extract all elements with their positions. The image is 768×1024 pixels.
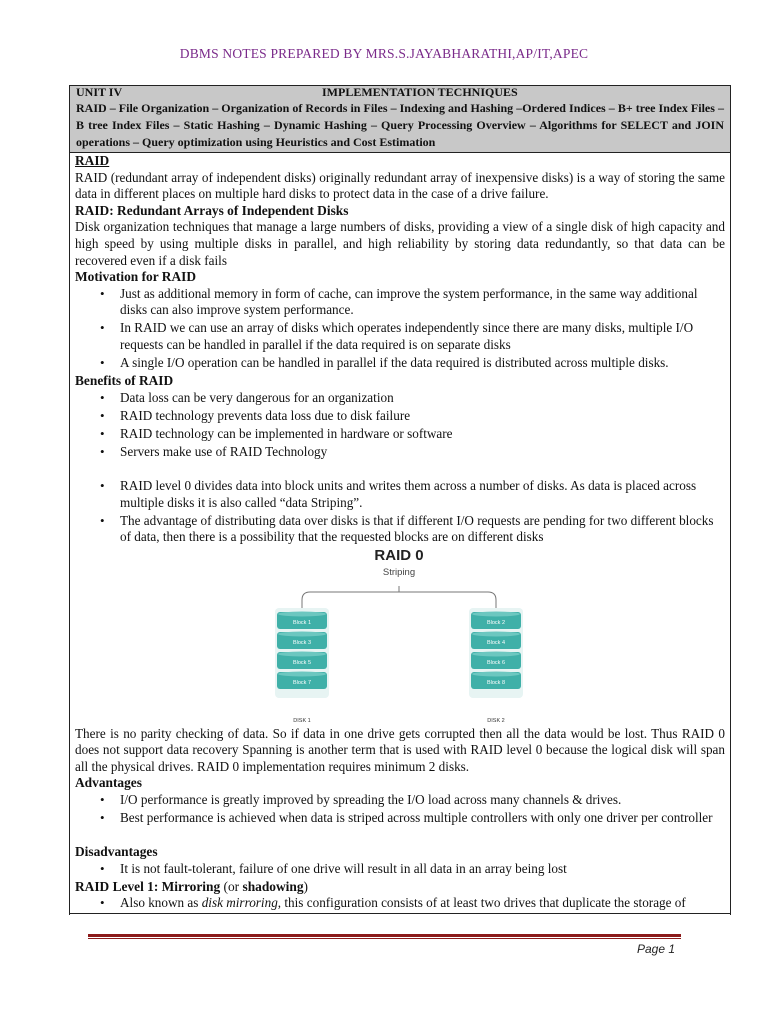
frame-bottom-border bbox=[69, 913, 731, 914]
list-item: • Servers make use of RAID Technology bbox=[120, 444, 725, 461]
unit-syllabus-box bbox=[70, 86, 730, 153]
disk-1-block-label: Block 3 bbox=[292, 639, 312, 646]
disk-1-label: DISK 1 bbox=[293, 717, 311, 724]
raid0-list bbox=[75, 478, 725, 546]
benefits-heading: Benefits of RAID bbox=[75, 373, 174, 389]
raid1-emphasis: disk mirroring bbox=[201, 895, 278, 911]
disk-1-platter-top bbox=[278, 651, 326, 656]
disk-1 bbox=[275, 608, 329, 698]
unit-syllabus: RAID – File Organization – Organization of Records in Files – Indexing and Hashing –Ordered Indices – B+ tree Index Files – B tree Index Files – Static Hashing – Dynamic Hashing – Query Processing Overview – Algorithms for SELECT and JOIN operations – Query optimization using Heuristics and Cost Estimation bbox=[76, 101, 724, 149]
disk-1-platter-top bbox=[278, 631, 326, 636]
benefits-list bbox=[75, 390, 725, 461]
raid0-diagram bbox=[75, 548, 725, 726]
page-content bbox=[75, 153, 725, 914]
raid1-heading-part: (or bbox=[220, 878, 243, 894]
raid-full-text: Disk organization techniques that manage a large numbers of disks, providing a view of a single disk of high capacity and high speed by using multiple disks in parallel, and high reliability by storing data redundantly, so that data can be recovered even if a disk fails bbox=[75, 219, 725, 268]
list-item: • Best performance is achieved when data is striped across multiple controllers with only one driver per controller bbox=[120, 810, 725, 827]
disk-2 bbox=[469, 608, 523, 698]
raid1-heading-part: ) bbox=[303, 878, 308, 894]
list-item: • The advantage of distributing data over disks is that if different I/O requests are pending for two different blocks of data, then there is a possibility that the requested blocks are on different disks bbox=[120, 513, 725, 546]
disadvantages-heading: Disadvantages bbox=[75, 844, 158, 860]
disk-2-platter-top bbox=[472, 631, 520, 636]
striping-connector bbox=[302, 586, 496, 610]
parity-text: There is no parity checking of data. So if data in one drive gets corrupted then all the data would be lost. Thus RAID 0 does not support data recovery Spanning is another term that is used with RAID level 0 because the logical disk will span all the physical drives. RAID 0 implementation requires minimum 2 disks. bbox=[75, 725, 725, 774]
unit-topic: IMPLEMENTATION TECHNIQUES bbox=[322, 85, 518, 99]
list-item: • I/O performance is greatly improved by spreading the I/O load across many channels & drives. bbox=[120, 792, 725, 809]
list-item: • Data loss can be very dangerous for an organization bbox=[120, 390, 725, 407]
disk-2-platter-top bbox=[472, 651, 520, 656]
list-item: • Just as additional memory in form of cache, can improve the system performance, in the same way additional disks can also improve system performance. bbox=[120, 286, 725, 319]
disk-2-platter-top bbox=[472, 611, 520, 616]
raid1-text: Also known as bbox=[120, 895, 202, 911]
list-item: • It is not fault-tolerant, failure of one drive will result in all data in an array being lost bbox=[120, 861, 725, 878]
disk-2-block-label: Block 8 bbox=[486, 679, 506, 686]
list-item: • In RAID we can use an array of disks which operates independently since there are many disks, multiple I/O requests can be handled in parallel if the data required is on separate disks bbox=[120, 320, 725, 353]
raid1-heading bbox=[75, 879, 725, 896]
disk-2-label: DISK 2 bbox=[487, 717, 505, 724]
raid1-text: , this configuration consists of at least two drives that duplicate the storage of bbox=[277, 895, 686, 911]
disk-1-block-label: Block 7 bbox=[292, 679, 312, 686]
unit-label: UNIT IV bbox=[76, 85, 123, 99]
raid-heading: RAID bbox=[75, 153, 110, 168]
list-item: • RAID level 0 divides data into block units and writes them across a number of disks. As data is placed across multiple disks it is also called “data Striping”. bbox=[120, 478, 725, 511]
list-item: • RAID technology prevents data loss due to disk failure bbox=[120, 408, 725, 425]
disk-1-block-label: Block 1 bbox=[292, 619, 312, 626]
disk-2-block-label: Block 4 bbox=[486, 639, 506, 646]
raid1-heading-part: shadowing bbox=[242, 878, 304, 894]
document-header: DBMS NOTES PREPARED BY MRS.S.JAYABHARATHI,AP/IT,APEC bbox=[179, 46, 589, 61]
disk-2-platter-top bbox=[472, 671, 520, 676]
footer-rule-thin bbox=[88, 938, 681, 939]
raid-definition: RAID (redundant array of independent disks) originally redundant array of inexpensive disks) is a way of storing the same data in different places on multiple hard disks to protect data in the case of a drive failure. bbox=[75, 169, 725, 202]
raid0-figure bbox=[75, 548, 725, 726]
footer-rule bbox=[88, 934, 681, 937]
list-item: • A single I/O operation can be handled in parallel if the data required is distributed across multiple disks. bbox=[120, 355, 725, 372]
disk-2-block-label: Block 6 bbox=[486, 659, 506, 666]
disadvantages-list bbox=[75, 861, 725, 878]
list-item: • RAID technology can be implemented in hardware or software bbox=[120, 426, 725, 443]
motivation-heading: Motivation for RAID bbox=[75, 269, 196, 285]
advantages-list bbox=[75, 792, 725, 827]
figure-subtitle: Striping bbox=[382, 566, 416, 578]
raid1-heading-part: RAID Level 1: bbox=[75, 878, 162, 894]
raid1-list bbox=[75, 895, 725, 912]
disk-1-platter-top bbox=[278, 671, 326, 676]
list-item bbox=[120, 895, 725, 912]
raid1-heading-part: Mirroring bbox=[161, 878, 221, 894]
disk-1-block-label: Block 5 bbox=[292, 659, 312, 666]
motivation-list bbox=[75, 286, 725, 372]
figure-title: RAID 0 bbox=[374, 547, 424, 564]
disk-2-block-label: Block 2 bbox=[486, 619, 506, 626]
advantages-heading: Advantages bbox=[75, 775, 142, 791]
raid-full-heading: RAID: Redundant Arrays of Independent Disks bbox=[75, 202, 349, 218]
disk-1-platter-top bbox=[278, 611, 326, 616]
page-number: Page 1 bbox=[637, 942, 676, 956]
